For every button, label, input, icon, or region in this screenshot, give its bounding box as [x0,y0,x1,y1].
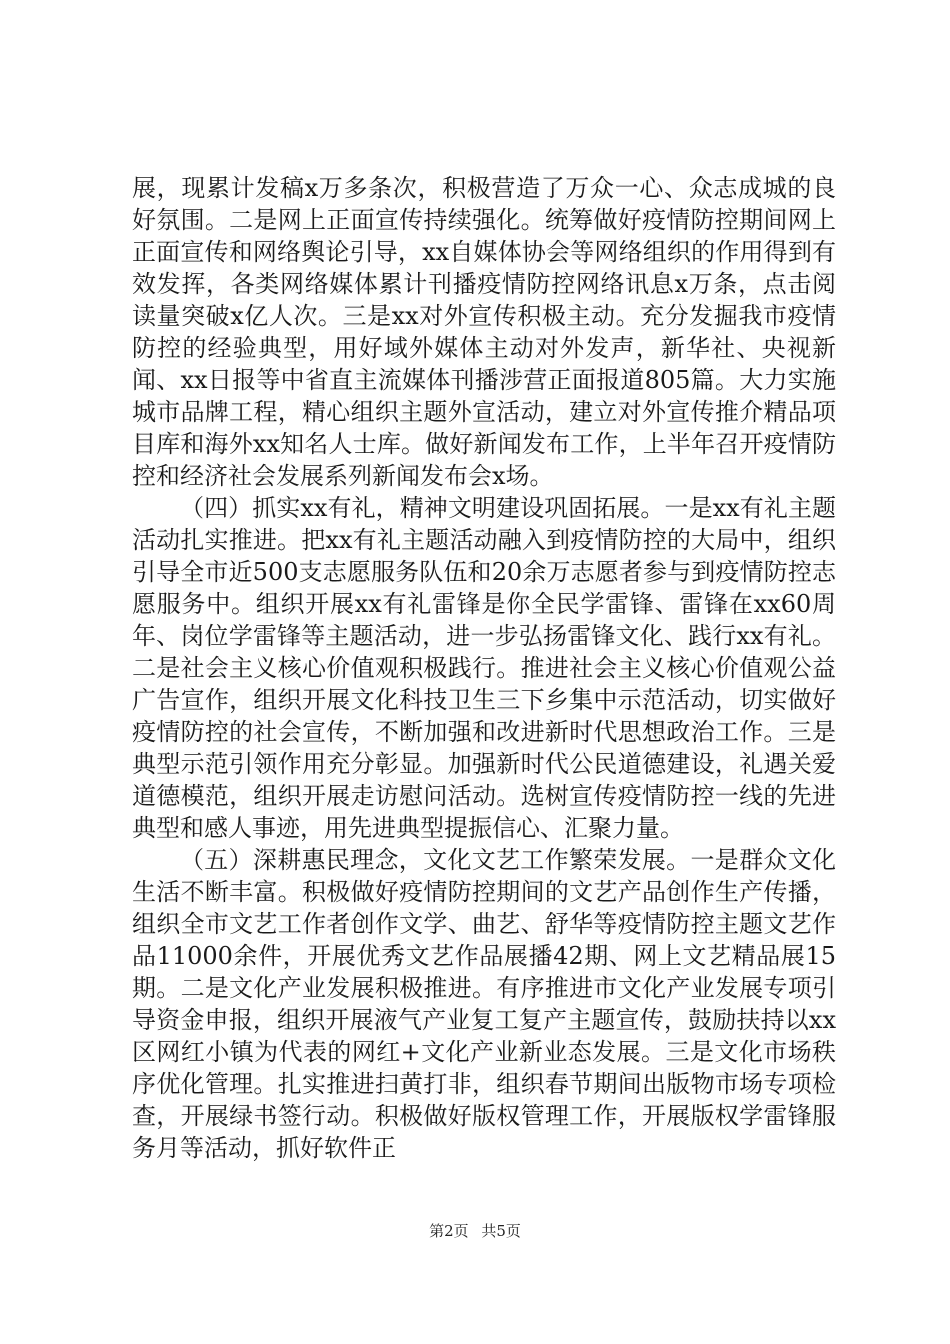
paragraph-2-section-four: （四）抓实xx有礼，精神文明建设巩固拓展。一是xx有礼主题活动扎实推进。把xx有礼主题活动融入到疫情防控的大局中，组织引导全市近500支志愿服务队伍和20余万志愿者参与到疫情防控志愿服务中。组织开展xx有礼雷锋是你全民学雷锋、雷锋在xx60周年、岗位学雷锋等主题活动，进一步弘扬雷锋文化、践行xx有礼。二是社会主义核心价值观积极践行。推进社会主义核心价值观公益广告宣作，组织开展文化科技卫生三下乡集中示范活动，切实做好疫情防控的社会宣传，不断加强和改进新时代思想政治工作。三是典型示范引领作用充分彰显。加强新时代公民道德建设，礼遇关爱道德模范，组织开展走访慰问活动。选树宣传疫情防控一线的先进典型和感人事迹，用先进典型提振信心、汇聚力量。 [132,494,836,842]
page-total: 共5页 [481,1222,521,1240]
page-footer [0,1220,950,1241]
page-number: 第2页 [429,1222,469,1240]
paragraph-3-section-five: （五）深耕惠民理念，文化文艺工作繁荣发展。一是群众文化生活不断丰富。积极做好疫情防控期间的文艺产品创作生产传播，组织全市文艺工作者创作文学、曲艺、舒华等疫情防控主题文艺作品11000余件，开展优秀文艺作品展播42期、网上文艺精品展15期。二是文化产业发展积极推进。有序推进市文化产业发展专项引导资金申报，组织开展液气产业复工复产主题宣传，鼓励扶持以xx区网红小镇为代表的网红+文化产业新业态发展。三是文化市场秩序优化管理。扎实推进扫黄打非，组织春节期间出版物市场专项检查，开展绿书签行动。积极做好版权管理工作，开展版权学雷锋服务月等活动，抓好软件正 [132,846,836,1162]
paragraph-1: 展，现累计发稿x万多条次，积极营造了万众一心、众志成城的良好氛围。二是网上正面宣传持续强化。统筹做好疫情防控期间网上正面宣传和网络舆论引导，xx自媒体协会等网络组织的作用得到有效发挥，各类网络媒体累计刊播疫情防控网络讯息x万条，点击阅读量突破x亿人次。三是xx对外宣传积极主动。充分发掘我市疫情防控的经验典型，用好域外媒体主动对外发声，新华社、央视新闻、xx日报等中省直主流媒体刊播涉营正面报道805篇。大力实施城市品牌工程，精心组织主题外宣活动，建立对外宣传推介精品项目库和海外xx知名人士库。做好新闻发布工作，上半年召开疫情防控和经济社会发展系列新闻发布会x场。 [132,174,836,490]
document-body [132,172,836,1164]
